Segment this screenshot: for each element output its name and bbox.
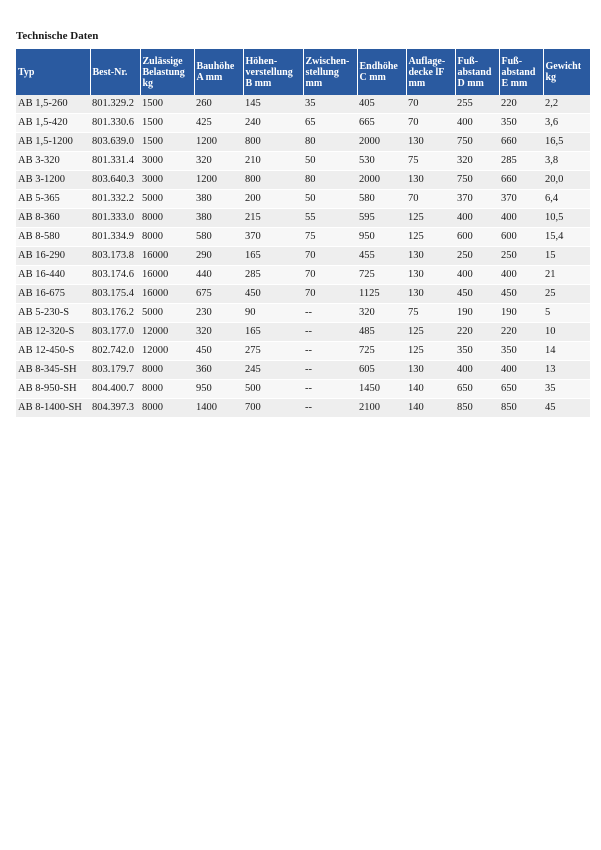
table-cell: 165 — [243, 247, 303, 266]
table-cell: AB 8-360 — [16, 209, 90, 228]
table-cell: 1200 — [194, 133, 243, 152]
column-header: Fuß- abstand E mm — [499, 49, 543, 95]
table-cell: 75 — [406, 152, 455, 171]
table-cell: 801.332.2 — [90, 190, 140, 209]
table-cell: 803.175.4 — [90, 285, 140, 304]
table-cell: 285 — [243, 266, 303, 285]
table-cell: 803.640.3 — [90, 171, 140, 190]
table-cell: 400 — [455, 361, 499, 380]
table-cell: 850 — [499, 399, 543, 418]
table-cell: -- — [303, 323, 357, 342]
table-cell: 801.333.0 — [90, 209, 140, 228]
table-cell: 2100 — [357, 399, 406, 418]
column-header: Gewicht kg — [543, 49, 590, 95]
table-row — [16, 285, 590, 304]
column-header: Endhöhe C mm — [357, 49, 406, 95]
table-cell: 1450 — [357, 380, 406, 399]
table-cell: 1125 — [357, 285, 406, 304]
table-cell: 15,4 — [543, 228, 590, 247]
table-cell: 90 — [243, 304, 303, 323]
table-cell: 650 — [455, 380, 499, 399]
table-cell: 350 — [499, 114, 543, 133]
table-cell: 140 — [406, 399, 455, 418]
table-body — [16, 95, 590, 418]
column-header: Best-Nr. — [90, 49, 140, 95]
table-cell: 210 — [243, 152, 303, 171]
table-cell: -- — [303, 361, 357, 380]
table-cell: 801.329.2 — [90, 95, 140, 114]
table-cell: 250 — [499, 247, 543, 266]
table-cell: 200 — [243, 190, 303, 209]
table-cell: 3000 — [140, 152, 194, 171]
table-cell: 5 — [543, 304, 590, 323]
table-cell: 165 — [243, 323, 303, 342]
table-cell: 130 — [406, 247, 455, 266]
table-cell: 12000 — [140, 342, 194, 361]
table-cell: AB 16-290 — [16, 247, 90, 266]
table-cell: 8000 — [140, 399, 194, 418]
table-cell: 400 — [499, 209, 543, 228]
column-header: Zwischen- stellung mm — [303, 49, 357, 95]
table-cell: -- — [303, 380, 357, 399]
table-cell: 55 — [303, 209, 357, 228]
table-cell: 130 — [406, 266, 455, 285]
table-row — [16, 323, 590, 342]
table-cell: 320 — [194, 323, 243, 342]
table-cell: 801.334.9 — [90, 228, 140, 247]
table-cell: 255 — [455, 95, 499, 114]
table-cell: 803.173.8 — [90, 247, 140, 266]
table-cell: 803.177.0 — [90, 323, 140, 342]
table-row — [16, 342, 590, 361]
table-cell: 455 — [357, 247, 406, 266]
table-cell: 35 — [543, 380, 590, 399]
table-cell: 803.639.0 — [90, 133, 140, 152]
table-cell: 25 — [543, 285, 590, 304]
table-row — [16, 304, 590, 323]
table-cell: 950 — [194, 380, 243, 399]
table-cell: 675 — [194, 285, 243, 304]
table-cell: 125 — [406, 342, 455, 361]
page-title: Technische Daten — [16, 30, 99, 42]
table-cell: 485 — [357, 323, 406, 342]
column-header: Bauhöhe A mm — [194, 49, 243, 95]
table-cell: 3,8 — [543, 152, 590, 171]
table-cell: 600 — [455, 228, 499, 247]
table-cell: 75 — [303, 228, 357, 247]
table-cell: -- — [303, 342, 357, 361]
table-cell: 6,4 — [543, 190, 590, 209]
table-cell: 70 — [406, 95, 455, 114]
table-cell: 250 — [455, 247, 499, 266]
table-cell: 125 — [406, 323, 455, 342]
table-cell: 350 — [455, 342, 499, 361]
table-cell: 3000 — [140, 171, 194, 190]
table-cell: 320 — [455, 152, 499, 171]
table-row — [16, 95, 590, 114]
table-cell: 380 — [194, 209, 243, 228]
table-cell: 13 — [543, 361, 590, 380]
table-cell: 1500 — [140, 95, 194, 114]
table-row — [16, 133, 590, 152]
table-cell: 370 — [455, 190, 499, 209]
table-cell: 950 — [357, 228, 406, 247]
table-header-row — [16, 49, 590, 95]
table-cell: 8000 — [140, 380, 194, 399]
table-cell: 35 — [303, 95, 357, 114]
table-cell: 215 — [243, 209, 303, 228]
table-cell: 440 — [194, 266, 243, 285]
table-cell: 750 — [455, 171, 499, 190]
table-cell: 230 — [194, 304, 243, 323]
table-row — [16, 266, 590, 285]
table-cell: 425 — [194, 114, 243, 133]
table-cell: 220 — [499, 323, 543, 342]
table-row — [16, 114, 590, 133]
table-cell: 65 — [303, 114, 357, 133]
technical-data-table — [16, 49, 590, 418]
table-cell: 800 — [243, 171, 303, 190]
table-cell: 130 — [406, 133, 455, 152]
table-cell: 45 — [543, 399, 590, 418]
table-cell: AB 8-345-SH — [16, 361, 90, 380]
table-cell: 804.400.7 — [90, 380, 140, 399]
table-row — [16, 399, 590, 418]
table-cell: 10,5 — [543, 209, 590, 228]
table-cell: 803.174.6 — [90, 266, 140, 285]
table-cell: 400 — [455, 114, 499, 133]
table-cell: AB 8-1400-SH — [16, 399, 90, 418]
table-cell: 16000 — [140, 285, 194, 304]
table-cell: 16000 — [140, 266, 194, 285]
table-cell: 850 — [455, 399, 499, 418]
table-cell: 16,5 — [543, 133, 590, 152]
table-cell: 804.397.3 — [90, 399, 140, 418]
table-cell: 12000 — [140, 323, 194, 342]
table-cell: 285 — [499, 152, 543, 171]
table-cell: 802.742.0 — [90, 342, 140, 361]
table-cell: 2000 — [357, 133, 406, 152]
table-cell: 125 — [406, 228, 455, 247]
table-cell: AB 5-365 — [16, 190, 90, 209]
table-cell: 220 — [499, 95, 543, 114]
table-cell: 360 — [194, 361, 243, 380]
column-header: Typ — [16, 49, 90, 95]
table-cell: 70 — [303, 285, 357, 304]
table-cell: AB 1,5-420 — [16, 114, 90, 133]
column-header: Fuß- abstand D mm — [455, 49, 499, 95]
table-cell: 320 — [357, 304, 406, 323]
table-cell: 350 — [499, 342, 543, 361]
column-header: Zulässige Belastung kg — [140, 49, 194, 95]
table-cell: 370 — [243, 228, 303, 247]
table-cell: 16000 — [140, 247, 194, 266]
table-cell: 50 — [303, 152, 357, 171]
table-row — [16, 361, 590, 380]
table-cell: 1400 — [194, 399, 243, 418]
column-header: Höhen- verstellung B mm — [243, 49, 303, 95]
table-cell: 80 — [303, 171, 357, 190]
table-cell: 370 — [499, 190, 543, 209]
table-cell: 725 — [357, 342, 406, 361]
table-row — [16, 171, 590, 190]
table-cell: AB 3-320 — [16, 152, 90, 171]
table-cell: AB 1,5-1200 — [16, 133, 90, 152]
table-cell: 580 — [357, 190, 406, 209]
table-cell: 801.331.4 — [90, 152, 140, 171]
table-cell: 400 — [455, 209, 499, 228]
table-cell: AB 8-950-SH — [16, 380, 90, 399]
table-cell: 260 — [194, 95, 243, 114]
table-cell: 20,0 — [543, 171, 590, 190]
table-cell: 660 — [499, 133, 543, 152]
table-cell: AB 12-450-S — [16, 342, 90, 361]
table-cell: -- — [303, 304, 357, 323]
table-cell: 801.330.6 — [90, 114, 140, 133]
table-cell: 130 — [406, 361, 455, 380]
table-cell: 14 — [543, 342, 590, 361]
table-cell: 145 — [243, 95, 303, 114]
table-cell: 803.179.7 — [90, 361, 140, 380]
table-cell: AB 12-320-S — [16, 323, 90, 342]
column-header: Auflage- decke lF mm — [406, 49, 455, 95]
table-cell: 665 — [357, 114, 406, 133]
table-row — [16, 380, 590, 399]
table-cell: -- — [303, 399, 357, 418]
table-cell: 8000 — [140, 361, 194, 380]
table-cell: 1200 — [194, 171, 243, 190]
table-cell: 400 — [499, 266, 543, 285]
table-cell: 5000 — [140, 190, 194, 209]
table-cell: 245 — [243, 361, 303, 380]
table-cell: 70 — [303, 247, 357, 266]
table-cell: 700 — [243, 399, 303, 418]
table-cell: 1500 — [140, 114, 194, 133]
table-cell: 530 — [357, 152, 406, 171]
table-cell: 275 — [243, 342, 303, 361]
table-cell: AB 1,5-260 — [16, 95, 90, 114]
table-row — [16, 190, 590, 209]
table-cell: 220 — [455, 323, 499, 342]
table-cell: 130 — [406, 171, 455, 190]
table-cell: 140 — [406, 380, 455, 399]
table-cell: 8000 — [140, 228, 194, 247]
table-cell: 10 — [543, 323, 590, 342]
table-cell: 2,2 — [543, 95, 590, 114]
table-cell: AB 16-675 — [16, 285, 90, 304]
table-cell: 450 — [243, 285, 303, 304]
table-cell: 595 — [357, 209, 406, 228]
table-cell: 400 — [455, 266, 499, 285]
table-cell: 130 — [406, 285, 455, 304]
table-cell: 21 — [543, 266, 590, 285]
table-cell: 450 — [499, 285, 543, 304]
table-cell: 70 — [303, 266, 357, 285]
table-cell: 240 — [243, 114, 303, 133]
table-cell: 500 — [243, 380, 303, 399]
table-cell: 450 — [194, 342, 243, 361]
table-cell: 50 — [303, 190, 357, 209]
table-cell: 3,6 — [543, 114, 590, 133]
table-cell: 1500 — [140, 133, 194, 152]
table-cell: 380 — [194, 190, 243, 209]
table-cell: 190 — [499, 304, 543, 323]
table-cell: 800 — [243, 133, 303, 152]
table-cell: 2000 — [357, 171, 406, 190]
table-cell: 320 — [194, 152, 243, 171]
table-cell: 650 — [499, 380, 543, 399]
table-cell: 8000 — [140, 209, 194, 228]
table-cell: 80 — [303, 133, 357, 152]
table-row — [16, 209, 590, 228]
table-row — [16, 228, 590, 247]
table-cell: 75 — [406, 304, 455, 323]
table-cell: 600 — [499, 228, 543, 247]
table-cell: 290 — [194, 247, 243, 266]
table-cell: 400 — [499, 361, 543, 380]
table-cell: 15 — [543, 247, 590, 266]
table-cell: 5000 — [140, 304, 194, 323]
table-cell: 803.176.2 — [90, 304, 140, 323]
table-cell: 750 — [455, 133, 499, 152]
table-cell: AB 8-580 — [16, 228, 90, 247]
table-cell: 580 — [194, 228, 243, 247]
table-cell: 405 — [357, 95, 406, 114]
table-cell: 605 — [357, 361, 406, 380]
table-cell: 450 — [455, 285, 499, 304]
table-cell: 125 — [406, 209, 455, 228]
table-cell: 725 — [357, 266, 406, 285]
table-cell: AB 16-440 — [16, 266, 90, 285]
table-cell: 70 — [406, 114, 455, 133]
table-cell: 190 — [455, 304, 499, 323]
table-cell: 70 — [406, 190, 455, 209]
table-cell: 660 — [499, 171, 543, 190]
table-row — [16, 152, 590, 171]
table-row — [16, 247, 590, 266]
table-cell: AB 5-230-S — [16, 304, 90, 323]
table-cell: AB 3-1200 — [16, 171, 90, 190]
